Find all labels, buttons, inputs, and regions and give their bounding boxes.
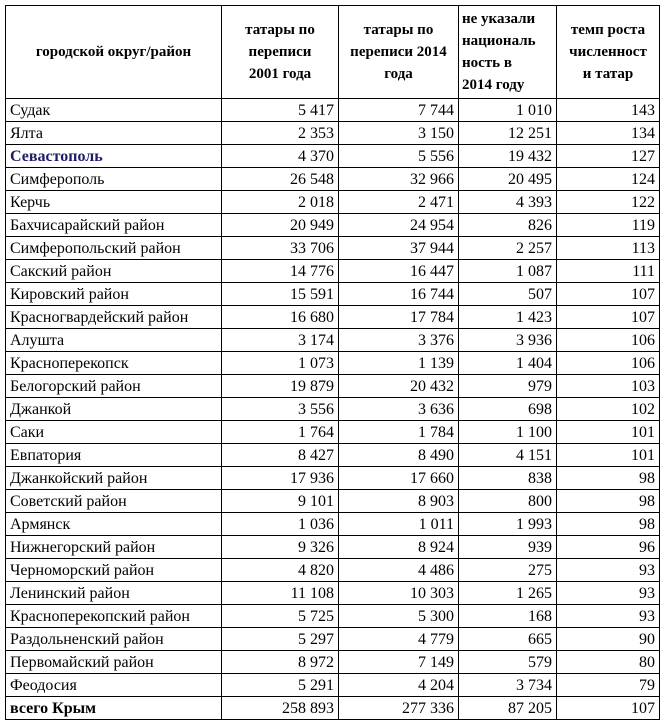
- total-row: [6, 697, 660, 720]
- tatars-2001-cell: 3 174: [222, 329, 339, 352]
- table-header: [6, 6, 660, 99]
- header-line: не указали: [462, 11, 536, 27]
- district-name-cell: Кировский район: [6, 283, 222, 306]
- tatars-2001-cell: 20 949: [222, 214, 339, 237]
- tatars-2001-cell: 17 936: [222, 467, 339, 490]
- header-line: татары по: [245, 22, 315, 38]
- tatars-2001-cell: 1 764: [222, 421, 339, 444]
- tatars-2014-cell: 17 660: [339, 467, 459, 490]
- growth-rate-cell: 103: [557, 375, 660, 398]
- tatars-2001-cell: 2 018: [222, 191, 339, 214]
- header-line: 2001 года: [248, 66, 312, 82]
- table-row: [6, 306, 660, 329]
- not-specified-2014-cell: 1 100: [459, 421, 557, 444]
- tatars-2014-cell: 3 150: [339, 122, 459, 145]
- tatars-2001-cell: 5 725: [222, 605, 339, 628]
- district-name-cell: Севастополь: [6, 145, 222, 168]
- not-specified-2014-cell: 1 010: [459, 99, 557, 122]
- growth-rate-cell: 106: [557, 352, 660, 375]
- tatars-2014-cell: 8 903: [339, 490, 459, 513]
- not-specified-2014-cell: 579: [459, 651, 557, 674]
- tatars-2001-cell: 9 101: [222, 490, 339, 513]
- growth-rate-cell: 98: [557, 467, 660, 490]
- tatars-2001-cell: 1 073: [222, 352, 339, 375]
- not-specified-2014-cell: 826: [459, 214, 557, 237]
- not-specified-2014-cell: 87 205: [459, 697, 557, 720]
- tatars-2001-cell: 4 370: [222, 145, 339, 168]
- tatars-2014-cell: 7 149: [339, 651, 459, 674]
- tatars-2014-cell: 4 486: [339, 559, 459, 582]
- table-row: [6, 122, 660, 145]
- tatars-2001-cell: 258 893: [222, 697, 339, 720]
- tatars-2014-cell: 7 744: [339, 99, 459, 122]
- tatars-2014-cell: 24 954: [339, 214, 459, 237]
- district-name-cell: Саки: [6, 421, 222, 444]
- not-specified-2014-cell: 838: [459, 467, 557, 490]
- table-row: [6, 191, 660, 214]
- growth-rate-cell: 122: [557, 191, 660, 214]
- not-specified-2014-cell: 800: [459, 490, 557, 513]
- growth-rate-cell: 119: [557, 214, 660, 237]
- district-name-cell: всего Крым: [6, 697, 222, 720]
- tatars-2014-cell: 4 204: [339, 674, 459, 697]
- tatars-2014-cell: 37 944: [339, 237, 459, 260]
- table-row: [6, 260, 660, 283]
- not-specified-2014-cell: 1 404: [459, 352, 557, 375]
- table-row: [6, 536, 660, 559]
- not-specified-2014-cell: 979: [459, 375, 557, 398]
- district-name-cell: Судак: [6, 99, 222, 122]
- header-line: татары по: [363, 22, 434, 38]
- growth-rate-cell: 96: [557, 536, 660, 559]
- table-row: [6, 605, 660, 628]
- growth-rate-cell: 134: [557, 122, 660, 145]
- tatars-2014-cell: 10 303: [339, 582, 459, 605]
- district-name-cell: Черноморский район: [6, 559, 222, 582]
- not-specified-2014-cell: 4 151: [459, 444, 557, 467]
- tatars-2001-cell: 8 427: [222, 444, 339, 467]
- tatars-2014-cell: 16 744: [339, 283, 459, 306]
- district-name-cell: Красногвардейский район: [6, 306, 222, 329]
- table-row: [6, 283, 660, 306]
- district-name-cell: Красноперекопский район: [6, 605, 222, 628]
- growth-rate-cell: 107: [557, 697, 660, 720]
- header-line: года: [384, 66, 413, 82]
- growth-rate-cell: 93: [557, 559, 660, 582]
- tatars-2014-cell: 8 924: [339, 536, 459, 559]
- header-tatars-2001: [222, 6, 339, 99]
- tatars-2001-cell: 16 680: [222, 306, 339, 329]
- tatars-2014-cell: 2 471: [339, 191, 459, 214]
- not-specified-2014-cell: 665: [459, 628, 557, 651]
- growth-rate-cell: 93: [557, 582, 660, 605]
- district-name-cell: Симферопольский район: [6, 237, 222, 260]
- growth-rate-cell: 101: [557, 421, 660, 444]
- table-row: [6, 352, 660, 375]
- tatars-2001-cell: 5 417: [222, 99, 339, 122]
- district-name-cell: Армянск: [6, 513, 222, 536]
- district-name-cell: Сакский район: [6, 260, 222, 283]
- tatars-2014-cell: 277 336: [339, 697, 459, 720]
- district-name-cell: Раздольненский район: [6, 628, 222, 651]
- not-specified-2014-cell: 698: [459, 398, 557, 421]
- growth-rate-cell: 90: [557, 628, 660, 651]
- table-row: [6, 375, 660, 398]
- not-specified-2014-cell: 168: [459, 605, 557, 628]
- header-growth-rate: [557, 6, 660, 99]
- table-row: [6, 398, 660, 421]
- not-specified-2014-cell: 1 087: [459, 260, 557, 283]
- tatars-2001-cell: 11 108: [222, 582, 339, 605]
- growth-rate-cell: 102: [557, 398, 660, 421]
- tatars-2014-cell: 1 139: [339, 352, 459, 375]
- district-name-cell: Нижнегорский район: [6, 536, 222, 559]
- district-name-cell: Феодосия: [6, 674, 222, 697]
- not-specified-2014-cell: 20 495: [459, 168, 557, 191]
- district-name-cell: Алушта: [6, 329, 222, 352]
- growth-rate-cell: 93: [557, 605, 660, 628]
- table-row: [6, 582, 660, 605]
- not-specified-2014-cell: 1 265: [459, 582, 557, 605]
- tatars-2014-cell: 5 300: [339, 605, 459, 628]
- tatars-2001-cell: 15 591: [222, 283, 339, 306]
- table-row: [6, 329, 660, 352]
- header-line: и татар: [582, 66, 634, 82]
- header-row: [6, 6, 660, 99]
- district-name-cell: Советский район: [6, 490, 222, 513]
- district-name-cell: Ялта: [6, 122, 222, 145]
- district-name-cell: Джанкой: [6, 398, 222, 421]
- tatars-2001-cell: 3 556: [222, 398, 339, 421]
- district-name-cell: Керчь: [6, 191, 222, 214]
- not-specified-2014-cell: 1 993: [459, 513, 557, 536]
- header-tatars-2014: [339, 6, 459, 99]
- table-row: [6, 490, 660, 513]
- district-name-cell: Джанкойский район: [6, 467, 222, 490]
- district-name-cell: Бахчисарайский район: [6, 214, 222, 237]
- tatars-2014-cell: 17 784: [339, 306, 459, 329]
- district-name-cell: Красноперекопск: [6, 352, 222, 375]
- not-specified-2014-cell: 19 432: [459, 145, 557, 168]
- growth-rate-cell: 80: [557, 651, 660, 674]
- table-row: [6, 444, 660, 467]
- header-line: переписи 2014: [350, 44, 447, 60]
- table-body: [6, 99, 660, 720]
- tatars-2014-cell: 3 376: [339, 329, 459, 352]
- growth-rate-cell: 111: [557, 260, 660, 283]
- growth-rate-cell: 79: [557, 674, 660, 697]
- tatars-2001-cell: 4 820: [222, 559, 339, 582]
- header-line: националь: [462, 33, 536, 49]
- not-specified-2014-cell: 3 936: [459, 329, 557, 352]
- growth-rate-cell: 143: [557, 99, 660, 122]
- district-name-cell: Евпатория: [6, 444, 222, 467]
- tatars-2014-cell: 16 447: [339, 260, 459, 283]
- tatars-2014-cell: 1 784: [339, 421, 459, 444]
- table-row: [6, 559, 660, 582]
- growth-rate-cell: 98: [557, 513, 660, 536]
- tatars-2014-cell: 1 011: [339, 513, 459, 536]
- tatars-2001-cell: 33 706: [222, 237, 339, 260]
- growth-rate-cell: 106: [557, 329, 660, 352]
- not-specified-2014-cell: 3 734: [459, 674, 557, 697]
- table-row: [6, 237, 660, 260]
- not-specified-2014-cell: 4 393: [459, 191, 557, 214]
- not-specified-2014-cell: 12 251: [459, 122, 557, 145]
- growth-rate-cell: 101: [557, 444, 660, 467]
- not-specified-2014-cell: 507: [459, 283, 557, 306]
- tatars-2001-cell: 5 291: [222, 674, 339, 697]
- growth-rate-cell: 107: [557, 283, 660, 306]
- not-specified-2014-cell: 2 257: [459, 237, 557, 260]
- tatars-2014-cell: 3 636: [339, 398, 459, 421]
- table-row: [6, 628, 660, 651]
- growth-rate-cell: 98: [557, 490, 660, 513]
- district-name-cell: Белогорский район: [6, 375, 222, 398]
- not-specified-2014-cell: 1 423: [459, 306, 557, 329]
- tatars-2001-cell: 8 972: [222, 651, 339, 674]
- tatars-2014-cell: 20 432: [339, 375, 459, 398]
- tatars-2001-cell: 1 036: [222, 513, 339, 536]
- header-line: 2014 году: [462, 77, 525, 93]
- header-line: городской округ/район: [35, 44, 192, 60]
- growth-rate-cell: 107: [557, 306, 660, 329]
- table-row: [6, 674, 660, 697]
- tatar-census-table: [5, 5, 660, 720]
- table-row: [6, 145, 660, 168]
- header-line: численност: [569, 44, 647, 60]
- header-district: [6, 6, 222, 99]
- district-name-cell: Ленинский район: [6, 582, 222, 605]
- tatars-2001-cell: 14 776: [222, 260, 339, 283]
- header-line: ность в: [462, 55, 512, 71]
- tatars-2001-cell: 9 326: [222, 536, 339, 559]
- tatars-2014-cell: 4 779: [339, 628, 459, 651]
- not-specified-2014-cell: 275: [459, 559, 557, 582]
- tatars-2014-cell: 8 490: [339, 444, 459, 467]
- district-name-cell: Первомайский район: [6, 651, 222, 674]
- not-specified-2014-cell: 939: [459, 536, 557, 559]
- table-row: [6, 214, 660, 237]
- header-line: переписи: [248, 44, 312, 60]
- table-row: [6, 99, 660, 122]
- district-name-cell: Симферополь: [6, 168, 222, 191]
- growth-rate-cell: 124: [557, 168, 660, 191]
- table-row: [6, 421, 660, 444]
- tatars-2001-cell: 26 548: [222, 168, 339, 191]
- tatars-2014-cell: 5 556: [339, 145, 459, 168]
- header-line: темп роста: [570, 22, 646, 38]
- table-row: [6, 513, 660, 536]
- tatars-2001-cell: 2 353: [222, 122, 339, 145]
- table-row: [6, 467, 660, 490]
- table-row: [6, 651, 660, 674]
- tatars-2001-cell: 19 879: [222, 375, 339, 398]
- growth-rate-cell: 127: [557, 145, 660, 168]
- tatars-2001-cell: 5 297: [222, 628, 339, 651]
- table-row: [6, 168, 660, 191]
- header-not-specified-2014: [459, 6, 557, 99]
- tatars-2014-cell: 32 966: [339, 168, 459, 191]
- growth-rate-cell: 113: [557, 237, 660, 260]
